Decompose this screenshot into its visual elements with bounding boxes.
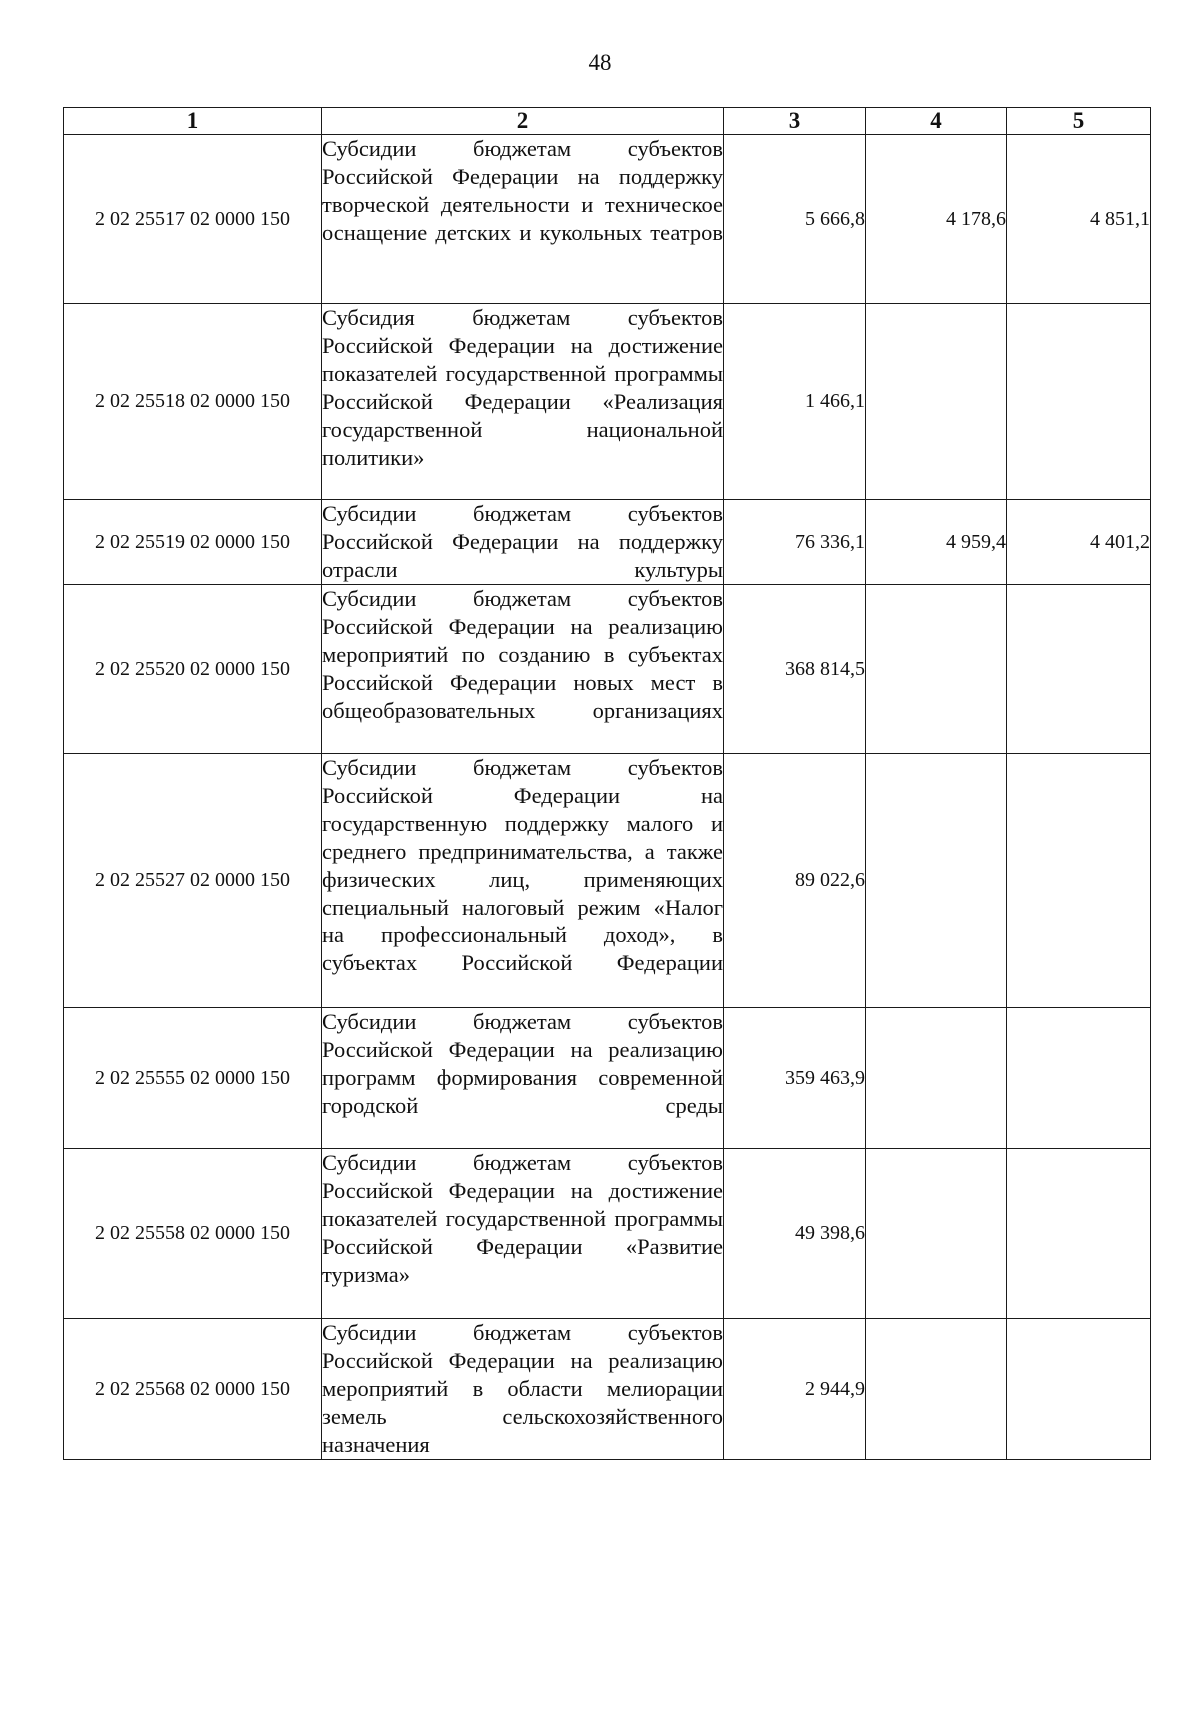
amount-col5 [1007,585,1151,754]
classification-code: 2 02 25527 02 0000 150 [64,754,322,1008]
amount-col3: 359 463,9 [724,1008,866,1149]
amount-col3: 2 944,9 [724,1319,866,1460]
amount-col3: 5 666,8 [724,135,866,304]
income-description [322,1149,724,1319]
income-description [322,754,724,1008]
income-description [322,135,724,304]
classification-code: 2 02 25558 02 0000 150 [64,1149,322,1319]
table-row [64,754,1151,1008]
table-header [64,108,1151,135]
income-description [322,500,724,585]
table-row [64,1149,1151,1319]
header-cell-4: 4 [866,108,1007,135]
amount-col4 [866,1149,1007,1319]
amount-col3: 49 398,6 [724,1149,866,1319]
amount-col3: 76 336,1 [724,500,866,585]
description-text: Субсидии бюджетам субъектов Российской Федерации на реализацию мероприятий в области мелиорации земель сельскохозяйственного назначения [322,1320,723,1457]
classification-code: 2 02 25568 02 0000 150 [64,1319,322,1460]
amount-col3: 368 814,5 [724,585,866,754]
amount-col3: 89 022,6 [724,754,866,1008]
header-cell-1: 1 [64,108,322,135]
income-description [322,1008,724,1149]
classification-code: 2 02 25517 02 0000 150 [64,135,322,304]
description-text: Субсидии бюджетам субъектов Российской Федерации на поддержку отрасли культуры [322,501,723,582]
header-cell-3: 3 [724,108,866,135]
description-text: Субсидия бюджетам субъектов Российской Федерации на достижение показателей государственной программы Российской Федерации «Реализация государственной национальной политики» [322,305,723,470]
classification-code: 2 02 25519 02 0000 150 [64,500,322,585]
amount-col3: 1 466,1 [724,304,866,500]
header-cell-2: 2 [322,108,724,135]
description-text: Субсидии бюджетам субъектов Российской Федерации на реализацию программ формирования современной городской среды [322,1009,723,1118]
table-row [64,304,1151,500]
amount-col4 [866,754,1007,1008]
amount-col5 [1007,1149,1151,1319]
table-row [64,135,1151,304]
amount-col5: 4 851,1 [1007,135,1151,304]
amount-col4 [866,304,1007,500]
table-row [64,500,1151,585]
amount-col5: 4 401,2 [1007,500,1151,585]
header-row [64,108,1151,135]
table-row [64,1008,1151,1149]
income-description [322,304,724,500]
income-description [322,585,724,754]
amount-col4 [866,1319,1007,1460]
table-row [64,585,1151,754]
amount-col5 [1007,754,1151,1008]
classification-code: 2 02 25520 02 0000 150 [64,585,322,754]
income-description [322,1319,724,1460]
description-text: Субсидии бюджетам субъектов Российской Федерации на достижение показателей государственной программы Российской Федерации «Развитие туризма» [322,1150,723,1287]
amount-col5 [1007,304,1151,500]
description-text: Субсидии бюджетам субъектов Российской Федерации на государственную поддержку малого и среднего предпринимательства, а также физических лиц, применяющих специальный налоговый режим «Налог на профессиональный доход», в субъектах Российской Федерации [322,755,723,976]
amount-col5 [1007,1319,1151,1460]
amount-col4: 4 178,6 [866,135,1007,304]
description-text: Субсидии бюджетам субъектов Российской Федерации на реализацию мероприятий по созданию в субъектах Российской Федерации новых мест в общеобразовательных организациях [322,586,723,723]
classification-code: 2 02 25518 02 0000 150 [64,304,322,500]
amount-col4 [866,585,1007,754]
table-body [64,135,1151,1460]
classification-code: 2 02 25555 02 0000 150 [64,1008,322,1149]
page-number: 48 [588,50,612,75]
table-row [64,1319,1151,1460]
amount-col5 [1007,1008,1151,1149]
header-cell-5: 5 [1007,108,1151,135]
amount-col4: 4 959,4 [866,500,1007,585]
budget-table [63,107,1151,1460]
description-text: Субсидии бюджетам субъектов Российской Федерации на поддержку творческой деятельности и техническое оснащение детских и кукольных театров [322,136,723,245]
amount-col4 [866,1008,1007,1149]
